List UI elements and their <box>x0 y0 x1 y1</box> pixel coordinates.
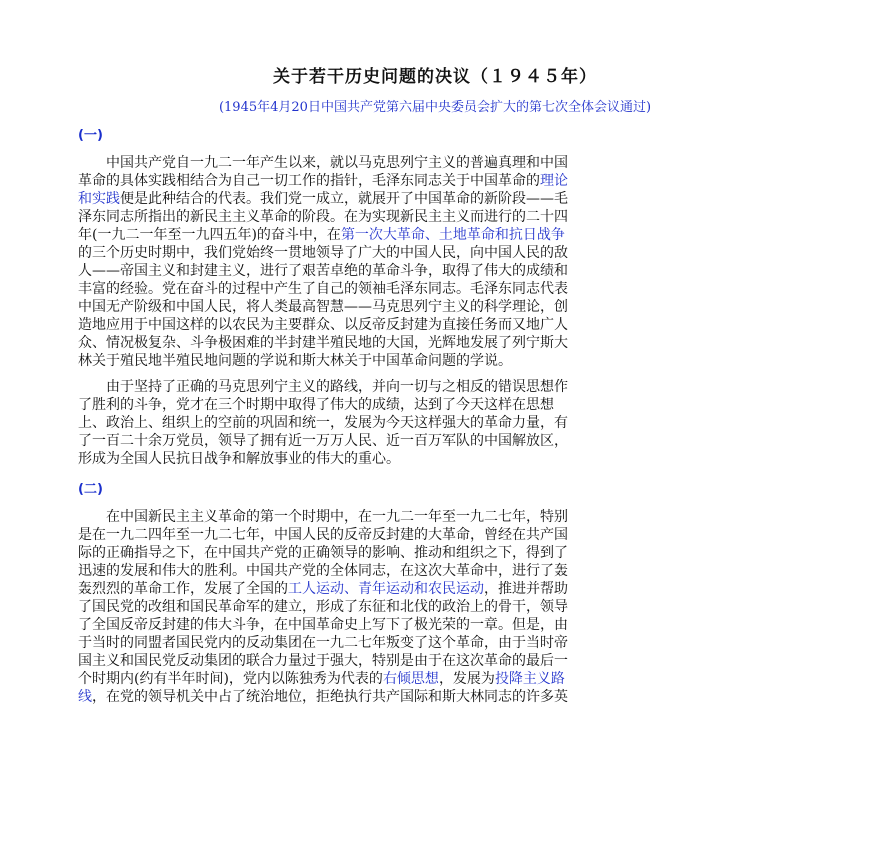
link-theory[interactable]: 理论 <box>540 173 568 189</box>
page-subtitle: (1945年4月20日中国共产党第六届中央委员会扩大的第七次全体会议通过) <box>218 100 652 115</box>
text-line: 林关于殖民地半殖民地问题的学说和斯大林关于中国革命问题的学说。 <box>78 353 512 369</box>
text-line: 了全国反帝反封建的伟大斗争，在中国革命史上写下了极光荣的一章。但是，由 <box>78 617 568 633</box>
text-line: 的三个历史时期中，我们党始终一贯地领导了广大的中国人民，向中国人民的敌 <box>78 245 568 261</box>
text-line: 了一百二十余万党员，领导了拥有近一万万人民、近一百万军队的中国解放区， <box>78 433 568 449</box>
text-line: 了胜利的斗争，党才在三个时期中取得了伟大的成绩，达到了今天这样在思想 <box>78 397 554 413</box>
section-heading-2: (二) <box>78 482 103 497</box>
text-line: 泽东同志所指出的新民主主义革命的阶段。在为实现新民主主义而进行的二十四 <box>78 209 568 225</box>
text-line: 线，在党的领导机关中占了统治地位，拒绝执行共产国际和斯大林同志的许多英 <box>78 689 568 705</box>
paragraph-1-1 <box>78 154 718 370</box>
link-movements[interactable]: 工人运动、青年运动和农民运动 <box>288 581 484 597</box>
link-right-thought[interactable]: 右倾思想 <box>382 671 439 687</box>
text-line: 上、政治上、组织上的空前的巩固和统一，发展为今天这样强大的革命力量，有 <box>78 415 568 431</box>
text-line: 丰富的经验。党在奋斗的过程中产生了自己的领袖毛泽东同志。毛泽东同志代表 <box>78 281 568 297</box>
text-line: 国主义和国民党反动集团的联合力量过于强大，特别是由于在这次革命的最后一 <box>78 653 568 669</box>
text-line: 人——帝国主义和封建主义，进行了艰苦卓绝的革命斗争，取得了伟大的成绩和 <box>78 263 568 279</box>
text-line: 迅速的发展和伟大的胜利。中国共产党的全体同志，在这次大革命中，进行了轰 <box>78 563 568 579</box>
text-line: 个时期内(约有半年时间)，党内以陈独秀为代表的右倾思想，发展为投降主义路 <box>78 671 565 687</box>
paragraph-2-1 <box>78 508 718 706</box>
text-line: 在中国新民主主义革命的第一个时期中，在一九二一年至一九二七年，特别 <box>106 509 568 525</box>
link-capitulation[interactable]: 投降主义路 <box>494 671 565 687</box>
text-line: 和实践便是此种结合的代表。我们党一成立，就展开了中国革命的新阶段——毛 <box>78 191 568 207</box>
paragraph-1-2 <box>78 378 718 468</box>
text-line: 年(一九二一年至一九四五年)的奋斗中，在第一次大革命、土地革命和抗日战争 <box>78 227 565 243</box>
text-line: 了国民党的改组和国民革命军的建立，形成了东征和北伐的政治上的骨干，领导 <box>78 599 568 615</box>
text-line: 形成为全国人民抗日战争和解放事业的伟大的重心。 <box>78 451 400 467</box>
text-line: 际的正确指导之下，在中国共产党的正确领导的影响、推动和组织之下，得到了 <box>78 545 568 561</box>
text-line: 中国共产党自一九二一年产生以来，就以马克思列宁主义的普遍真理和中国 <box>106 155 568 171</box>
text-line: 中国无产阶级和中国人民，将人类最高智慧——马克思列宁主义的科学理论，创 <box>78 299 568 315</box>
link-capitulation-cont[interactable]: 线 <box>78 689 92 705</box>
link-three-periods[interactable]: 第一次大革命、土地革命和抗日战争 <box>340 227 565 243</box>
text-line: 造地应用于中国这样的以农民为主要群众、以反帝反封建为直接任务而又地广人 <box>78 317 568 333</box>
text-line: 众、情况极复杂、斗争极困难的半封建半殖民地的大国，光辉地发展了列宁斯大 <box>78 335 568 351</box>
text-line: 由于坚持了正确的马克思列宁主义的路线，并向一切与之相反的错误思想作 <box>106 379 568 395</box>
section-heading-1: (一) <box>78 128 103 143</box>
text-line: 是在一九二四年至一九二七年，中国人民的反帝反封建的大革命，曾经在共产国 <box>78 527 568 543</box>
page-title: 关于若干历史问题的决议（１９４５年） <box>273 67 597 87</box>
text-line: 于当时的同盟者国民党内的反动集团在一九二七年叛变了这个革命，由于当时帝 <box>78 635 568 651</box>
text-line: 革命的具体实践相结合为自己一切工作的指针，毛泽东同志关于中国革命的理论 <box>78 173 568 189</box>
link-theory-cont[interactable]: 和实践 <box>78 191 120 207</box>
text-line: 轰烈烈的革命工作，发展了全国的工人运动、青年运动和农民运动，推进并帮助 <box>78 581 568 597</box>
